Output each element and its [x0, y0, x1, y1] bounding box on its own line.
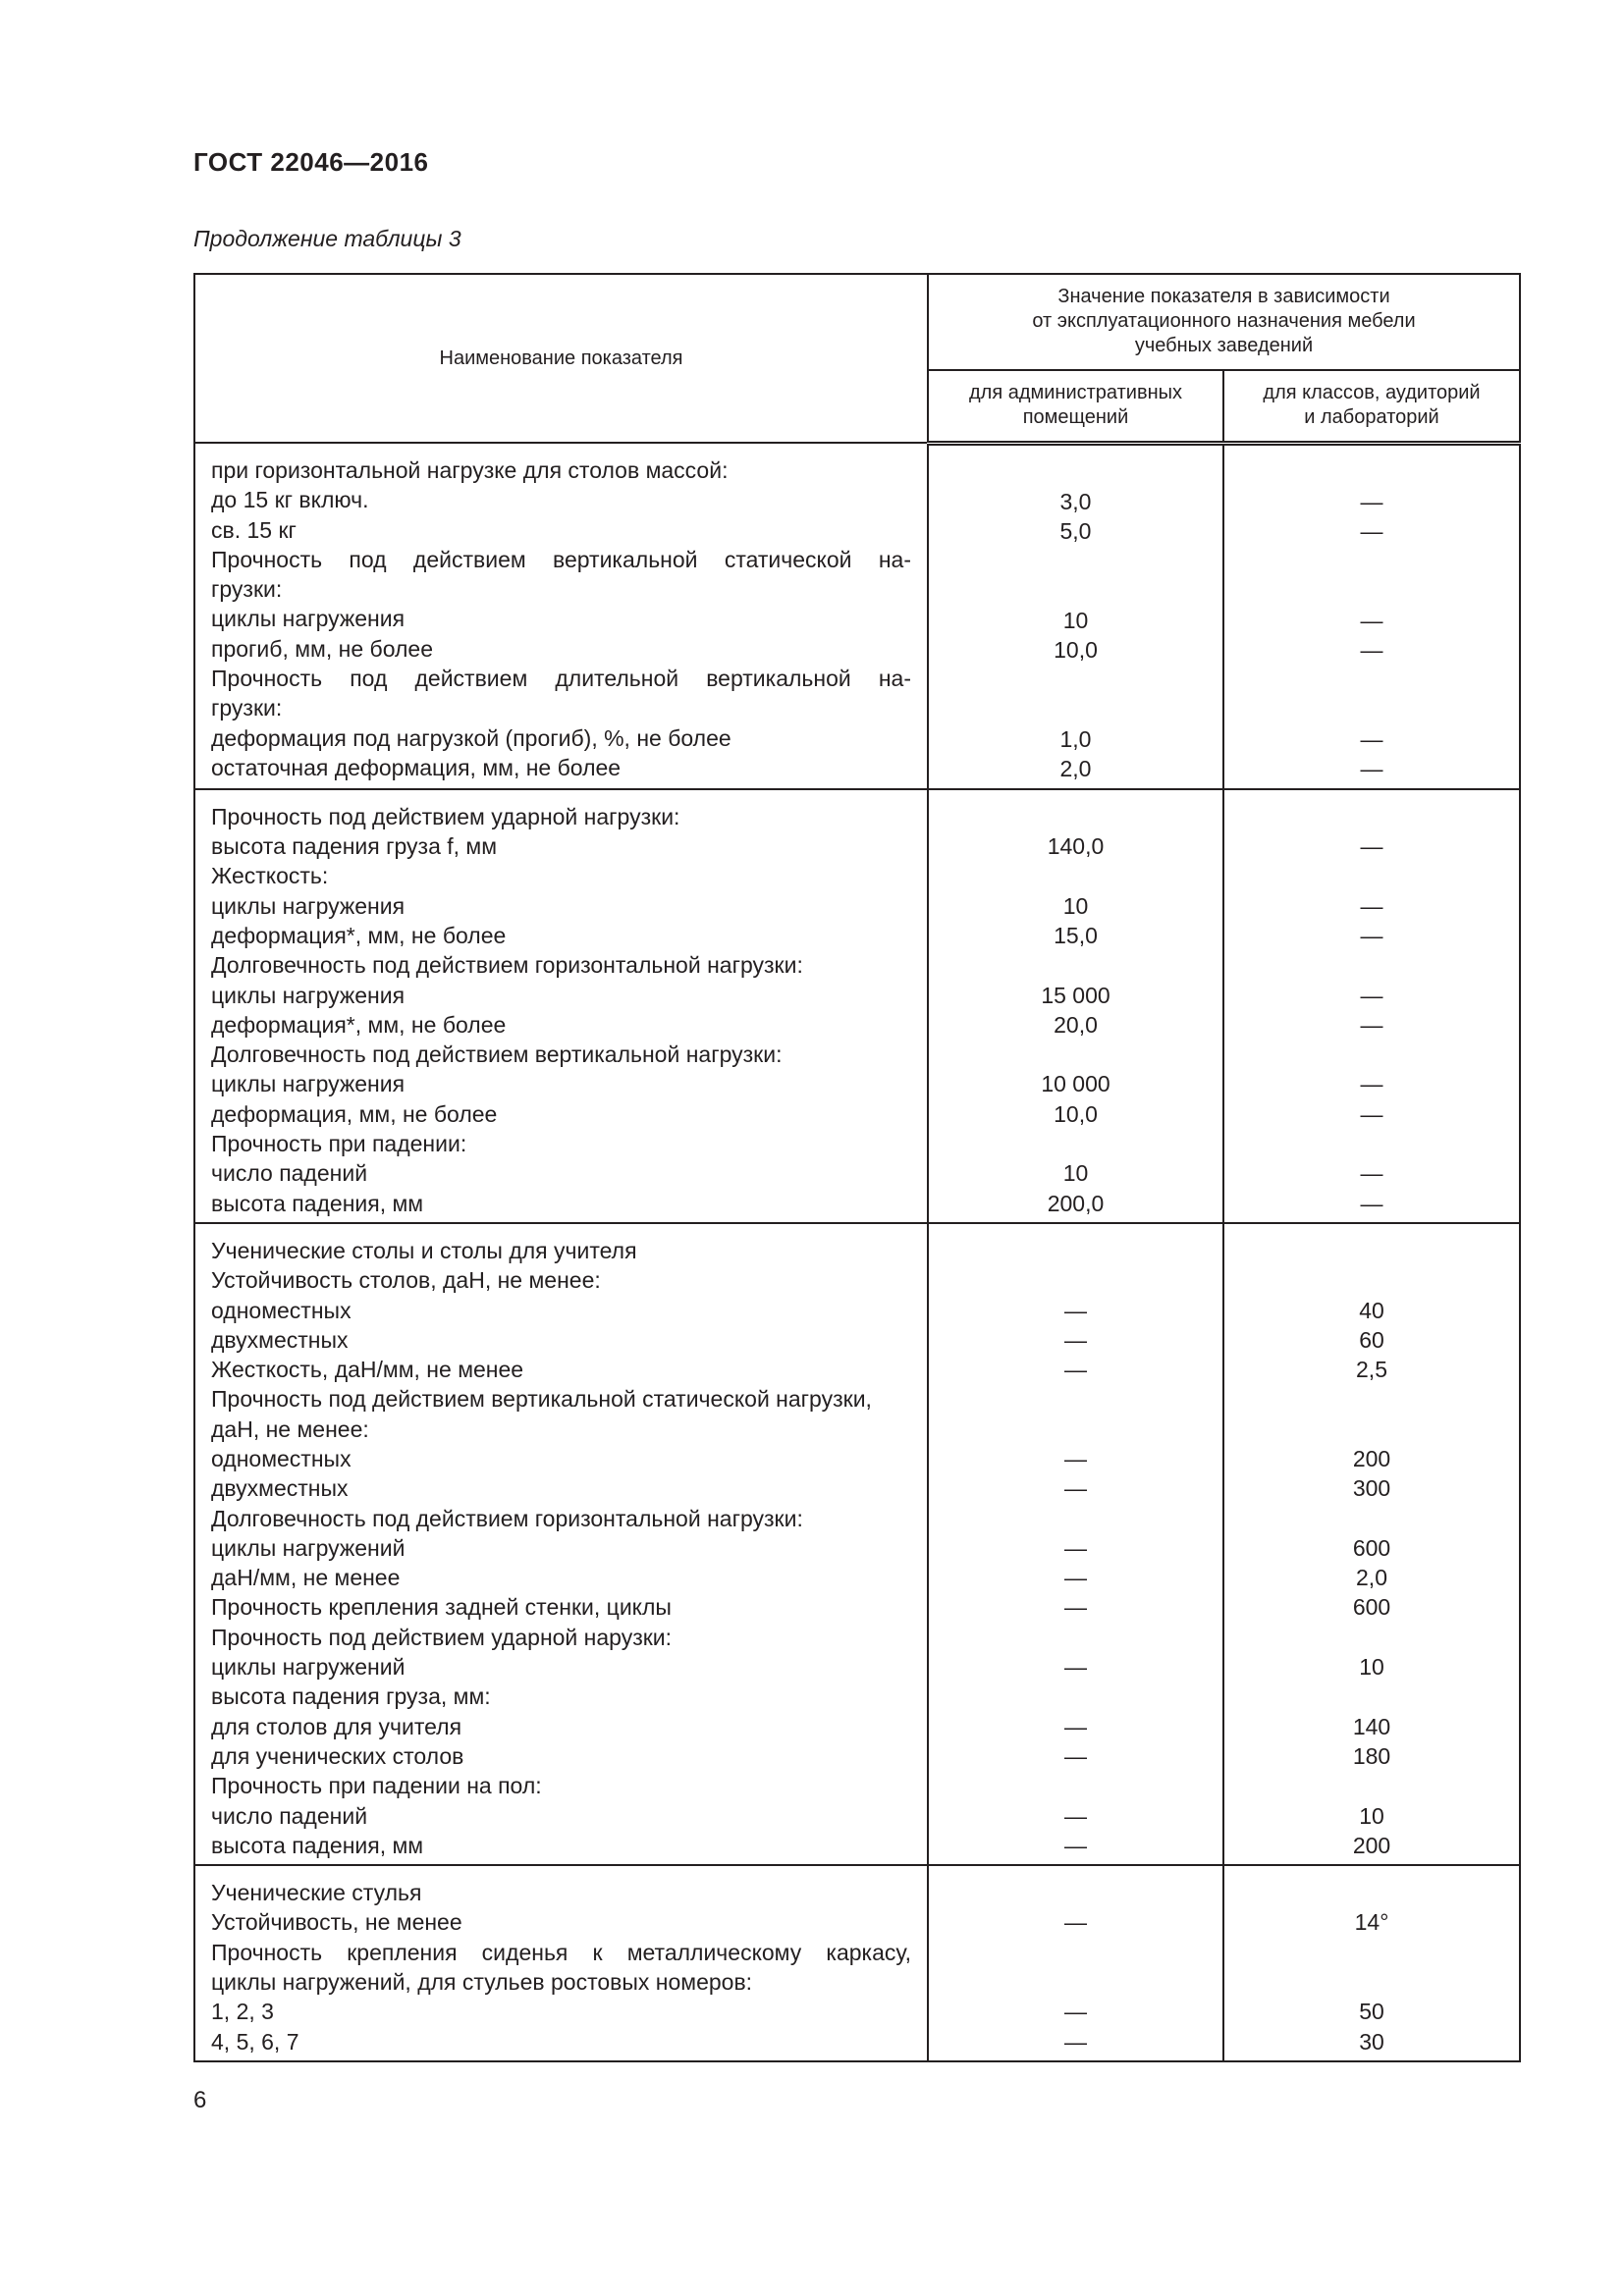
classes-value: 30 [1359, 2028, 1384, 2055]
classes-value [1224, 1771, 1519, 1800]
header-group-line: учебных заведений [1134, 335, 1314, 357]
classes-value [1224, 1040, 1519, 1069]
classes-value: — [1360, 1100, 1383, 1127]
indicator-name: циклы нагружения [211, 606, 406, 632]
admin-value: — [1064, 2028, 1087, 2055]
classes-value-cell [1223, 1223, 1520, 1865]
indicator-name: высота падения, мм [211, 1832, 424, 1858]
indicator-name: Устойчивость, не менее [211, 1909, 462, 1936]
indicator-name-cell [194, 789, 928, 1223]
classes-value: — [1360, 607, 1383, 633]
admin-value-cell [928, 443, 1223, 789]
classes-value: 2,0 [1356, 1565, 1387, 1591]
indicator-name: 1, 2, 3 [211, 1999, 274, 2025]
admin-value: 200,0 [1047, 1190, 1105, 1216]
classes-value: 14° [1354, 1909, 1389, 1936]
admin-value-cell [928, 1223, 1223, 1865]
header-col-admin [928, 370, 1223, 443]
table-section [194, 1865, 1520, 2061]
admin-value: — [1064, 1832, 1087, 1858]
admin-value [929, 1878, 1222, 1907]
admin-value: 2,0 [1059, 756, 1092, 782]
admin-value-cell [928, 789, 1223, 1223]
classes-value [1224, 546, 1519, 575]
header-col-classes [1223, 370, 1520, 443]
indicator-name: для столов для учителя [211, 1713, 462, 1739]
admin-value: — [1064, 1357, 1087, 1383]
classes-value: — [1360, 726, 1383, 753]
header-value-group [928, 274, 1520, 370]
classes-value [1224, 666, 1519, 695]
classes-value: — [1360, 1190, 1383, 1216]
indicator-name: даН/мм, не менее [211, 1565, 401, 1591]
indicator-name: даН, не менее: [211, 1415, 369, 1442]
indicator-name: Прочность при падении на пол: [211, 1773, 542, 1799]
indicator-name: циклы нагружений [211, 1654, 406, 1681]
indicator-name: Долговечность под действием горизонтальной нагрузки: [211, 1505, 803, 1531]
table-section [194, 443, 1520, 789]
admin-value: 1,0 [1059, 726, 1092, 753]
admin-value: — [1064, 1297, 1087, 1323]
indicator-name: Устойчивость столов, даН, не менее: [211, 1267, 601, 1294]
admin-value [929, 802, 1222, 831]
indicator-name: Долговечность под действием горизонтальной нагрузки: [211, 952, 803, 979]
document-code: ГОСТ 22046—2016 [193, 147, 429, 177]
admin-value: — [1064, 1475, 1087, 1502]
header-classes-line: и лабораторий [1304, 406, 1439, 429]
indicator-name: высота падения груза f, мм [211, 833, 498, 860]
classes-value [1224, 457, 1519, 487]
classes-value: — [1360, 1011, 1383, 1038]
indicator-name: число падений [211, 1802, 368, 1829]
classes-value: 180 [1352, 1742, 1391, 1769]
indicator-name-cell [194, 1865, 928, 2061]
classes-value [1224, 1623, 1519, 1652]
indicator-name: 4, 5, 6, 7 [211, 2028, 299, 2055]
indicator-name: при горизонтальной нагрузке для столов массой: [211, 457, 729, 483]
admin-value [929, 576, 1222, 606]
classes-value: 50 [1359, 1999, 1384, 2025]
classes-value: — [1360, 518, 1383, 545]
classes-value [1224, 802, 1519, 831]
admin-value [929, 1129, 1222, 1158]
header-group-line: от эксплуатационного назначения мебели [1032, 310, 1416, 333]
classes-value [1224, 1236, 1519, 1265]
admin-value [929, 666, 1222, 695]
admin-value [929, 1967, 1222, 1997]
classes-value: 300 [1352, 1475, 1391, 1502]
admin-value [929, 861, 1222, 890]
admin-value: 10,0 [1054, 1100, 1098, 1127]
classes-value: 2,5 [1356, 1357, 1387, 1383]
indicator-name: деформация*, мм, не более [211, 1011, 507, 1038]
classes-value [1224, 1967, 1519, 1997]
indicator-name: деформация*, мм, не более [211, 922, 507, 948]
header-admin-line: помещений [1022, 406, 1129, 429]
indicator-name: двухместных [211, 1475, 349, 1502]
table-body [194, 443, 1520, 2061]
admin-value: 10 [1062, 607, 1089, 633]
indicator-name: число падений [211, 1160, 368, 1187]
indicator-name: прогиб, мм, не более [211, 635, 433, 662]
admin-value [929, 546, 1222, 575]
classes-value [1224, 695, 1519, 724]
admin-value: — [1064, 1534, 1087, 1561]
table-section [194, 1223, 1520, 1865]
indicator-name: Ученические столы и столы для учителя [211, 1237, 637, 1263]
classes-value: — [1360, 833, 1383, 860]
admin-value [929, 1384, 1222, 1414]
classes-value [1224, 950, 1519, 980]
header-admin-line: для административных [968, 382, 1182, 404]
admin-value: 10 [1062, 1160, 1089, 1187]
classes-value [1224, 1384, 1519, 1414]
admin-value: — [1064, 1594, 1087, 1621]
indicator-name: Жесткость: [211, 863, 329, 889]
classes-value [1224, 1265, 1519, 1295]
classes-value: — [1360, 892, 1383, 919]
admin-value: — [1064, 1713, 1087, 1739]
classes-value: 10 [1359, 1802, 1384, 1829]
indicator-name: грузки: [211, 576, 283, 603]
admin-value: — [1064, 1326, 1087, 1353]
admin-value: 10 000 [1041, 1071, 1110, 1097]
classes-value: 10 [1359, 1654, 1384, 1681]
indicator-name: циклы нагружения [211, 982, 406, 1008]
admin-value: — [1064, 1654, 1087, 1681]
indicator-name: Жесткость, даН/мм, не менее [211, 1357, 524, 1383]
classes-value [1224, 1415, 1519, 1444]
indicator-name: Прочность под действием вертикальной статической на- [211, 546, 911, 572]
admin-value [929, 695, 1222, 724]
admin-value [929, 1415, 1222, 1444]
indicator-name-cell [194, 443, 928, 789]
indicator-name: Прочность под действием длительной вертикальной на- [211, 666, 911, 692]
header-indicator-name [194, 274, 928, 443]
classes-value: 200 [1352, 1832, 1391, 1858]
indicator-name: грузки: [211, 695, 283, 721]
classes-value: 40 [1359, 1297, 1384, 1323]
indicator-name: Прочность крепления сиденья к металлическому каркасу, [211, 1939, 911, 1965]
indicator-name: для ученических столов [211, 1742, 464, 1769]
indicator-name: до 15 кг включ. [211, 487, 369, 513]
indicator-name: Прочность крепления задней стенки, циклы [211, 1594, 672, 1621]
indicator-name: циклы нагружения [211, 892, 406, 919]
admin-value: 15,0 [1054, 922, 1098, 948]
admin-value: — [1064, 1565, 1087, 1591]
classes-value: — [1360, 922, 1383, 948]
admin-value: — [1064, 1446, 1087, 1471]
admin-value: 10,0 [1054, 637, 1098, 664]
header-classes-line: для классов, аудиторий [1263, 382, 1481, 404]
indicator-name: св. 15 кг [211, 516, 297, 543]
admin-value [929, 1236, 1222, 1265]
classes-value: — [1360, 1071, 1383, 1097]
classes-value: 600 [1352, 1594, 1391, 1621]
classes-value-cell [1223, 443, 1520, 789]
classes-value: 600 [1352, 1534, 1391, 1561]
indicator-name: высота падения груза, мм: [211, 1683, 491, 1710]
classes-value: — [1360, 982, 1383, 1008]
admin-value [929, 1040, 1222, 1069]
admin-value: 5,0 [1059, 518, 1092, 545]
page-number: 6 [193, 2087, 207, 2113]
indicators-table [193, 273, 1521, 2062]
indicator-name: деформация, мм, не более [211, 1100, 498, 1127]
admin-value [929, 1682, 1222, 1711]
classes-value [1224, 861, 1519, 890]
admin-value [929, 1504, 1222, 1533]
admin-value [929, 1938, 1222, 1967]
admin-value: 140,0 [1047, 833, 1105, 860]
classes-value: 60 [1359, 1326, 1384, 1353]
classes-value [1224, 1682, 1519, 1711]
admin-value [929, 1265, 1222, 1295]
admin-value [929, 950, 1222, 980]
classes-value [1224, 1938, 1519, 1967]
indicator-name-cell [194, 1223, 928, 1865]
admin-value: 3,0 [1059, 488, 1092, 514]
table-caption: Продолжение таблицы 3 [193, 226, 461, 251]
indicator-name: остаточная деформация, мм, не более [211, 754, 622, 780]
classes-value-cell [1223, 1865, 1520, 2061]
indicator-name: одноместных [211, 1446, 352, 1471]
classes-value: — [1360, 756, 1383, 782]
indicator-name: Прочность при падении: [211, 1131, 467, 1157]
admin-value: 15 000 [1041, 982, 1110, 1008]
admin-value: 20,0 [1054, 1011, 1098, 1038]
indicator-name: Прочность под действием вертикальной статической нагрузки, [211, 1386, 872, 1413]
admin-value [929, 457, 1222, 487]
header-group-line: Значение показателя в зависимости [1057, 286, 1390, 308]
header-indicator-name-text: Наименование показателя [439, 347, 683, 369]
admin-value: 10 [1062, 892, 1089, 919]
indicator-name: двухместных [211, 1326, 349, 1353]
indicator-name: Прочность под действием ударной нагрузки: [211, 803, 680, 829]
admin-value: — [1064, 1999, 1087, 2025]
admin-value [929, 1771, 1222, 1800]
indicator-name: циклы нагружений [211, 1534, 406, 1561]
indicator-name: Долговечность под действием вертикальной нагрузки: [211, 1041, 783, 1068]
indicator-name: циклы нагружения [211, 1071, 406, 1097]
indicator-name: деформация под нагрузкой (прогиб), %, не более [211, 724, 731, 751]
admin-value: — [1064, 1802, 1087, 1829]
classes-value [1224, 1129, 1519, 1158]
table-section [194, 789, 1520, 1223]
classes-value [1224, 576, 1519, 606]
indicator-name: одноместных [211, 1297, 352, 1323]
classes-value-cell [1223, 789, 1520, 1223]
classes-value: 140 [1352, 1713, 1391, 1739]
admin-value [929, 1623, 1222, 1652]
admin-value: — [1064, 1742, 1087, 1769]
indicator-name: циклы нагружений, для стульев ростовых номеров: [211, 1969, 753, 1996]
classes-value [1224, 1504, 1519, 1533]
indicator-name: высота падения, мм [211, 1190, 424, 1216]
classes-value: — [1360, 637, 1383, 664]
classes-value [1224, 1878, 1519, 1907]
admin-value: — [1064, 1909, 1087, 1936]
indicator-name: Ученические стулья [211, 1880, 422, 1906]
indicator-name: Прочность под действием ударной нарузки: [211, 1624, 673, 1650]
admin-value-cell [928, 1865, 1223, 2061]
classes-value: — [1360, 1160, 1383, 1187]
classes-value: — [1360, 488, 1383, 514]
classes-value: 200 [1352, 1446, 1391, 1471]
